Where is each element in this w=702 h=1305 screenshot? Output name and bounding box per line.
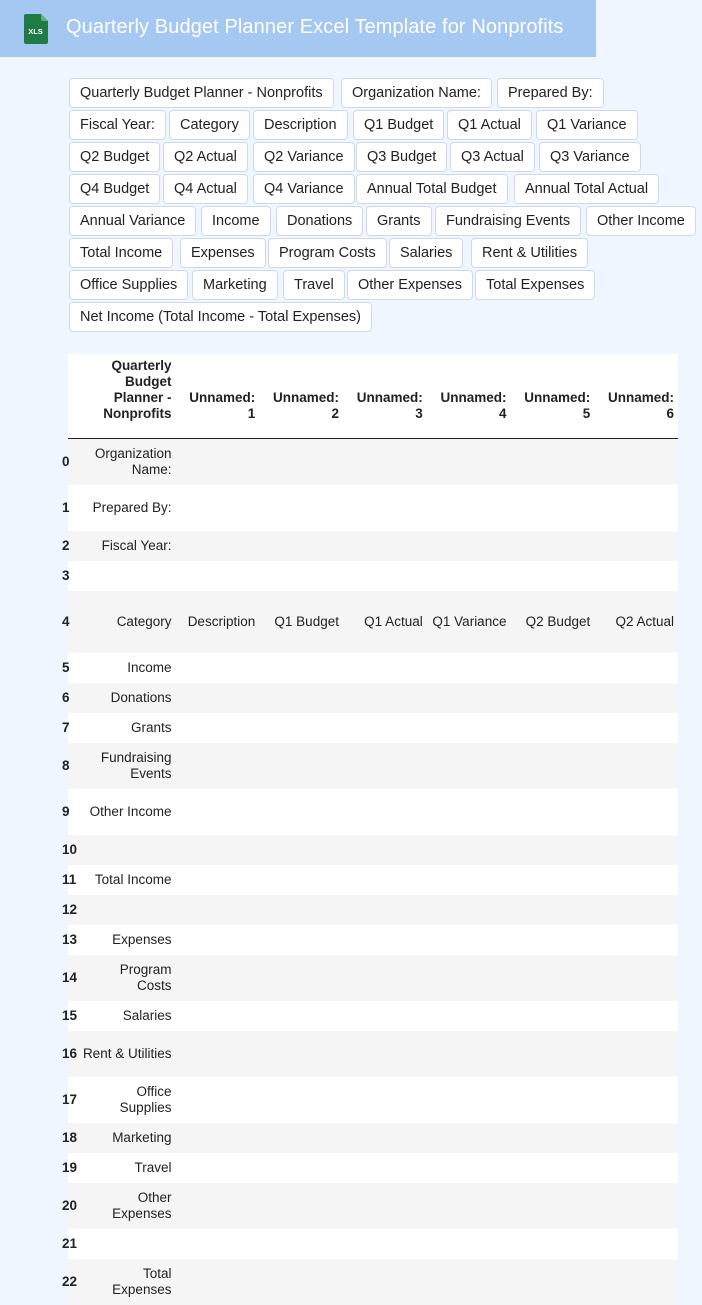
column-chip[interactable]: Income xyxy=(201,206,271,236)
column-header: Unnamed: 5 xyxy=(510,354,594,439)
table-cell xyxy=(427,1153,511,1183)
table-row xyxy=(68,1031,678,1077)
table-cell xyxy=(259,1077,343,1123)
app-title: Quarterly Budget Planner Excel Template for Nonprofits xyxy=(66,16,564,38)
table-cell: Q1 Variance xyxy=(427,591,511,653)
table-cell: Organization Name: xyxy=(78,439,175,485)
row-index: 11 xyxy=(68,865,78,895)
table-cell xyxy=(510,743,594,789)
table-cell xyxy=(427,865,511,895)
table-cell xyxy=(594,1183,678,1229)
column-header: Unnamed: 6 xyxy=(594,354,678,439)
table-cell xyxy=(259,1153,343,1183)
table-cell xyxy=(510,1153,594,1183)
column-chip[interactable]: Annual Variance xyxy=(69,206,196,236)
table-cell: Q1 Budget xyxy=(259,591,343,653)
table-cell xyxy=(175,743,259,789)
table-cell xyxy=(175,1183,259,1229)
table-cell xyxy=(510,1001,594,1031)
table-cell xyxy=(594,865,678,895)
column-chip[interactable]: Category xyxy=(169,110,250,140)
table-cell xyxy=(510,531,594,561)
table-cell: Travel xyxy=(78,1153,175,1183)
table-row xyxy=(68,1229,678,1259)
column-chip[interactable]: Q4 Budget xyxy=(69,174,160,204)
row-index: 3 xyxy=(68,561,78,591)
table-cell xyxy=(259,1229,343,1259)
column-chip[interactable]: Annual Total Budget xyxy=(356,174,508,204)
table-cell xyxy=(259,895,343,925)
table-cell xyxy=(594,743,678,789)
row-index: 9 xyxy=(68,789,78,835)
table-cell xyxy=(594,1031,678,1077)
table-cell xyxy=(343,439,427,485)
table-cell xyxy=(510,485,594,531)
table-cell: Other Income xyxy=(78,789,175,835)
table-cell xyxy=(343,865,427,895)
table-cell xyxy=(175,1123,259,1153)
table-cell xyxy=(594,789,678,835)
table-cell xyxy=(343,1183,427,1229)
column-chip[interactable]: Other Income xyxy=(586,206,696,236)
column-chip[interactable]: Net Income (Total Income - Total Expenses) xyxy=(69,302,372,332)
table-cell: Other Expenses xyxy=(78,1183,175,1229)
table-row xyxy=(68,895,678,925)
table-cell xyxy=(427,439,511,485)
column-header: Quarterly Budget Planner - Nonprofits xyxy=(78,354,175,439)
table-cell xyxy=(175,789,259,835)
table-cell xyxy=(259,1183,343,1229)
index-header xyxy=(68,354,78,439)
table-cell xyxy=(510,1123,594,1153)
table-cell: Grants xyxy=(78,713,175,743)
table-row xyxy=(68,683,678,713)
column-chip[interactable]: Quarterly Budget Planner - Nonprofits xyxy=(69,78,334,108)
table-row xyxy=(68,1153,678,1183)
table-cell xyxy=(175,713,259,743)
column-chip[interactable]: Other Expenses xyxy=(347,270,473,300)
column-chip[interactable]: Q1 Actual xyxy=(447,110,532,140)
table-row xyxy=(68,1259,678,1305)
table-cell xyxy=(259,531,343,561)
table-cell xyxy=(343,713,427,743)
table-row xyxy=(68,1077,678,1123)
table-cell xyxy=(343,789,427,835)
table-cell xyxy=(343,925,427,955)
table-cell xyxy=(259,925,343,955)
row-index: 8 xyxy=(68,743,78,789)
table-cell xyxy=(594,561,678,591)
table-row xyxy=(68,789,678,835)
column-chip[interactable]: Marketing xyxy=(192,270,278,300)
column-chip[interactable]: Q1 Budget xyxy=(353,110,444,140)
row-index: 20 xyxy=(68,1183,78,1229)
table-cell xyxy=(594,1123,678,1153)
table-cell: Description xyxy=(175,591,259,653)
table-cell xyxy=(510,1229,594,1259)
table-cell xyxy=(427,743,511,789)
table-cell xyxy=(343,1229,427,1259)
table-cell xyxy=(175,653,259,683)
table-cell xyxy=(175,561,259,591)
table-cell xyxy=(175,485,259,531)
table-cell xyxy=(175,865,259,895)
table-cell xyxy=(427,955,511,1001)
table-cell xyxy=(343,835,427,865)
table-cell xyxy=(343,1001,427,1031)
column-chip[interactable]: Travel xyxy=(283,270,345,300)
table-cell xyxy=(594,713,678,743)
table-cell: Total Expenses xyxy=(78,1259,175,1305)
table-cell xyxy=(343,485,427,531)
column-chip[interactable]: Office Supplies xyxy=(69,270,188,300)
column-chip[interactable]: Q4 Variance xyxy=(253,174,355,204)
table-row xyxy=(68,591,678,653)
row-index: 12 xyxy=(68,895,78,925)
table-cell xyxy=(259,1123,343,1153)
table-cell xyxy=(510,1259,594,1305)
table-cell xyxy=(510,683,594,713)
column-chip[interactable]: Fundraising Events xyxy=(435,206,581,236)
data-table xyxy=(62,354,678,1305)
table-cell xyxy=(510,1031,594,1077)
table-cell xyxy=(175,1229,259,1259)
table-header-row xyxy=(68,354,678,439)
column-chip[interactable]: Program Costs xyxy=(268,238,387,268)
row-index: 6 xyxy=(68,683,78,713)
table-cell xyxy=(427,789,511,835)
table-cell xyxy=(427,531,511,561)
table-cell xyxy=(594,835,678,865)
table-cell: Marketing xyxy=(78,1123,175,1153)
table-cell xyxy=(427,1229,511,1259)
table-cell xyxy=(427,1077,511,1123)
table-row xyxy=(68,531,678,561)
table-cell xyxy=(259,653,343,683)
row-index: 17 xyxy=(68,1077,78,1123)
table-cell xyxy=(594,439,678,485)
table-cell: Donations xyxy=(78,683,175,713)
table-cell xyxy=(594,1259,678,1305)
column-chip[interactable]: Salaries xyxy=(389,238,463,268)
table-cell: Fundraising Events xyxy=(78,743,175,789)
row-index: 4 xyxy=(68,591,78,653)
title-bar xyxy=(0,0,596,57)
table-row xyxy=(68,439,678,485)
table-row xyxy=(68,743,678,789)
table-cell xyxy=(259,835,343,865)
column-chip[interactable]: Q1 Variance xyxy=(536,110,638,140)
table-cell xyxy=(594,1001,678,1031)
table-cell xyxy=(259,955,343,1001)
row-index: 10 xyxy=(68,835,78,865)
table-cell xyxy=(343,743,427,789)
table-cell xyxy=(259,865,343,895)
table-row xyxy=(68,835,678,865)
table-cell xyxy=(427,1183,511,1229)
column-chip[interactable]: Q2 Budget xyxy=(69,142,160,172)
table-cell xyxy=(594,1153,678,1183)
column-chip[interactable]: Total Income xyxy=(69,238,173,268)
table-cell xyxy=(510,789,594,835)
column-chip[interactable]: Q3 Actual xyxy=(450,142,535,172)
table-cell xyxy=(427,1031,511,1077)
table-cell xyxy=(510,925,594,955)
table-cell xyxy=(427,835,511,865)
table-cell xyxy=(510,713,594,743)
table-cell xyxy=(259,683,343,713)
table-row xyxy=(68,653,678,683)
table-row xyxy=(68,1183,678,1229)
table-cell xyxy=(343,1153,427,1183)
column-chip[interactable]: Q3 Budget xyxy=(356,142,447,172)
table-cell xyxy=(259,1031,343,1077)
table-cell xyxy=(510,1077,594,1123)
table-cell xyxy=(427,561,511,591)
table-cell xyxy=(594,1229,678,1259)
row-index: 1 xyxy=(68,485,78,531)
table-cell: Prepared By: xyxy=(78,485,175,531)
table-cell xyxy=(594,955,678,1001)
table-cell xyxy=(427,1123,511,1153)
table-cell xyxy=(594,895,678,925)
row-index: 0 xyxy=(68,439,78,485)
table-cell xyxy=(343,1031,427,1077)
table-cell xyxy=(427,895,511,925)
table-cell: Expenses xyxy=(78,925,175,955)
column-chip[interactable]: Fiscal Year: xyxy=(69,110,166,140)
column-header: Unnamed: 1 xyxy=(175,354,259,439)
table-row xyxy=(68,955,678,1001)
row-index: 16 xyxy=(68,1031,78,1077)
table-cell: Program Costs xyxy=(78,955,175,1001)
column-header: Unnamed: 4 xyxy=(427,354,511,439)
column-header: Unnamed: 2 xyxy=(259,354,343,439)
table-cell xyxy=(175,531,259,561)
row-index: 2 xyxy=(68,531,78,561)
row-index: 21 xyxy=(68,1229,78,1259)
table-row xyxy=(68,561,678,591)
column-chip[interactable]: Grants xyxy=(366,206,432,236)
table-cell xyxy=(259,743,343,789)
table-cell xyxy=(175,925,259,955)
column-chip[interactable]: Annual Total Actual xyxy=(514,174,659,204)
table-cell xyxy=(259,561,343,591)
excel-icon-label: XLS xyxy=(28,27,43,36)
column-chip[interactable]: Prepared By: xyxy=(497,78,604,108)
table-cell xyxy=(175,955,259,1001)
table-row xyxy=(68,1001,678,1031)
table-cell xyxy=(78,895,175,925)
column-chip[interactable]: Q2 Actual xyxy=(163,142,248,172)
column-chip[interactable]: Q2 Variance xyxy=(253,142,355,172)
table-cell: Total Income xyxy=(78,865,175,895)
table-cell xyxy=(343,531,427,561)
table-cell xyxy=(343,1077,427,1123)
table-cell xyxy=(259,789,343,835)
table-cell xyxy=(343,683,427,713)
table-cell xyxy=(427,925,511,955)
row-index: 13 xyxy=(68,925,78,955)
table-cell xyxy=(427,1259,511,1305)
table-row xyxy=(68,925,678,955)
table-cell xyxy=(259,485,343,531)
table-cell xyxy=(510,561,594,591)
table-cell: Q2 Budget xyxy=(510,591,594,653)
table-cell xyxy=(175,1077,259,1123)
table-row xyxy=(68,485,678,531)
table-cell xyxy=(78,561,175,591)
spreadsheet-preview xyxy=(62,354,678,1297)
table-cell xyxy=(175,835,259,865)
column-chip[interactable]: Donations xyxy=(276,206,363,236)
table-cell: Rent & Utilities xyxy=(78,1031,175,1077)
table-cell xyxy=(594,653,678,683)
table-cell xyxy=(510,955,594,1001)
table-cell xyxy=(259,1001,343,1031)
table-cell: Income xyxy=(78,653,175,683)
table-cell xyxy=(510,895,594,925)
table-cell xyxy=(510,865,594,895)
row-index: 15 xyxy=(68,1001,78,1031)
table-cell: Office Supplies xyxy=(78,1077,175,1123)
table-cell xyxy=(510,1183,594,1229)
table-cell xyxy=(259,713,343,743)
row-index: 14 xyxy=(68,955,78,1001)
table-cell xyxy=(594,531,678,561)
table-cell xyxy=(259,1259,343,1305)
table-cell xyxy=(427,1001,511,1031)
row-index: 22 xyxy=(68,1259,78,1305)
table-cell xyxy=(427,653,511,683)
table-cell xyxy=(343,895,427,925)
excel-file-icon xyxy=(22,14,50,44)
table-cell xyxy=(594,683,678,713)
table-cell xyxy=(343,653,427,683)
table-cell xyxy=(594,485,678,531)
row-index: 5 xyxy=(68,653,78,683)
table-cell: Q2 Actual xyxy=(594,591,678,653)
table-cell xyxy=(78,835,175,865)
column-chip[interactable]: Total Expenses xyxy=(475,270,595,300)
table-cell xyxy=(259,439,343,485)
table-cell xyxy=(343,1259,427,1305)
row-index: 7 xyxy=(68,713,78,743)
column-chip[interactable]: Description xyxy=(253,110,348,140)
column-chip[interactable]: Expenses xyxy=(180,238,266,268)
table-row xyxy=(68,713,678,743)
column-chip[interactable]: Q3 Variance xyxy=(539,142,641,172)
table-cell xyxy=(510,653,594,683)
table-cell xyxy=(594,1077,678,1123)
table-cell xyxy=(78,1229,175,1259)
table-cell xyxy=(427,683,511,713)
column-header: Unnamed: 3 xyxy=(343,354,427,439)
table-cell: Q1 Actual xyxy=(343,591,427,653)
table-cell xyxy=(175,1001,259,1031)
table-cell: Salaries xyxy=(78,1001,175,1031)
table-cell xyxy=(175,1259,259,1305)
table-cell xyxy=(343,955,427,1001)
table-cell xyxy=(175,1153,259,1183)
table-row xyxy=(68,865,678,895)
table-cell: Category xyxy=(78,591,175,653)
table-cell xyxy=(343,1123,427,1153)
row-index: 18 xyxy=(68,1123,78,1153)
table-cell xyxy=(427,485,511,531)
row-index: 19 xyxy=(68,1153,78,1183)
table-cell xyxy=(343,561,427,591)
table-row xyxy=(68,1123,678,1153)
table-cell xyxy=(175,683,259,713)
table-cell: Fiscal Year: xyxy=(78,531,175,561)
column-chip[interactable]: Q4 Actual xyxy=(163,174,248,204)
table-cell xyxy=(510,835,594,865)
table-cell xyxy=(175,1031,259,1077)
table-cell xyxy=(175,439,259,485)
table-cell xyxy=(175,895,259,925)
column-chip[interactable]: Organization Name: xyxy=(341,78,492,108)
table-cell xyxy=(427,713,511,743)
column-chip[interactable]: Rent & Utilities xyxy=(471,238,588,268)
table-cell xyxy=(510,439,594,485)
table-cell xyxy=(594,925,678,955)
